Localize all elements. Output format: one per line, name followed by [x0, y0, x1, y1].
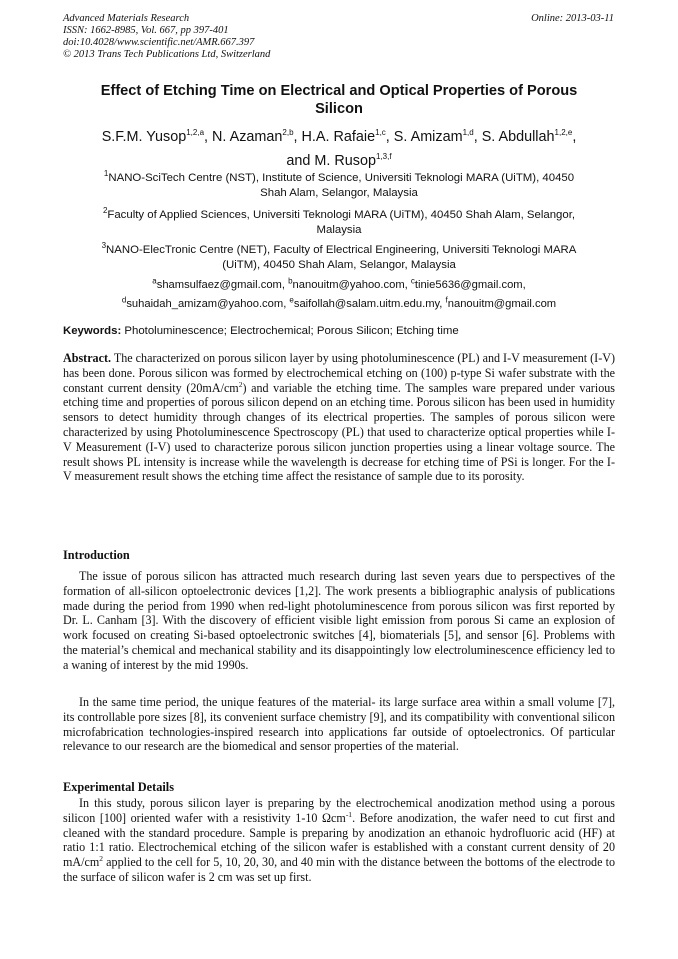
- author: S. Abdullah$^{1,2,e}$,: [481, 128, 577, 145]
- email: $^e$saifollah@salam.uitm.edu.my,: [289, 295, 446, 311]
- author: N. Azaman$^{2,b}$,: [212, 128, 302, 145]
- section-heading-introduction: Introduction: [63, 548, 130, 562]
- email: $^a$shamsulfaez@gmail.com,: [152, 276, 289, 291]
- abstract-label: Abstract.: [63, 351, 112, 365]
- author: S.F.M. Yusop$^{1,2,a}$,: [101, 128, 213, 145]
- abstract: Abstract. The characterized on porous silicon layer by using photoluminescence (PL) and I-V measurement (I-V) has been done. Porous silicon was formed by electrochemical etching on (100) p-type Si wafer substrate with the constant current density $(20mA/cm^2)$ and variable the etching time. The samples ware prepared under various etching time and properties of porous silicon depend on an etching time. Porous silicon has been used in humidity sensors to detect humidity through changes of its electrical properties. The samples of porous silicon were characterized by using Photoluminescence Spectroscopy (PL) that used to characterize optical properties while I-V Measurement (I-V) used to characterize porous silicon junction properties using a linear voltage source. The result shows PL intensity is increase while the wavelength is decrease for etching time of PSi is longer. For the I-V measurement result shows the etching time affect the resistance of sample due to its porosity.: [63, 351, 615, 484]
- author: H.A. Rafaie$^{1,c}$,: [301, 128, 394, 145]
- introduction-paragraph-2: In the same time period, the unique features of the material- its large surface area within a small volume [7], its controllable pore sizes [8], its convenient surface chemistry [9], and its compatibility with conventional silicon microfabrication technologies-inspired research into applications far outside of optoelectronics. Of particular relevance to our research are the biomedical and sensor properties of the material.: [63, 695, 615, 754]
- journal-header: [63, 13, 363, 61]
- email: $^f$nanouitm@gmail.com: [445, 295, 557, 311]
- author: and M. Rusop$^{1,3,f}$: [286, 151, 392, 169]
- section-heading-experimental: Experimental Details: [63, 780, 174, 794]
- journal-doi: doi:10.4028/www.scientific.net/AMR.667.397: [63, 37, 255, 48]
- email: $^b$nanouitm@yahoo.com,: [288, 276, 411, 291]
- affiliation: $^3$NANO-ElecTronic Centre (NET), Faculty of Electrical Engineering, Universiti Teknologi MARA (UiTM), 40450 Shah Alam, Selangor, Malaysia: [101, 241, 577, 271]
- journal-copyright: © 2013 Trans Tech Publications Ltd, Switzerland: [63, 49, 271, 60]
- affiliation: $^2$Faculty of Applied Sciences, Universiti Teknologi MARA (UiTM), 40450 Shah Alam, Selangor, Malaysia: [102, 206, 576, 236]
- paper-title-line-1: Effect of Etching Time on Electrical and Optical Properties of Porous: [100, 83, 578, 99]
- journal-name: Advanced Materials Research: [63, 13, 190, 24]
- author: S. Amizam$^{1,d}$,: [393, 128, 482, 145]
- introduction-paragraph-1: The issue of porous silicon has attracted much research during last seven years due to perspectives of the formation of all-silicon optoelectronic devices [1,2]. The work presents a bibliographic analysis of publications made during the period from 1990 when red-light photoluminescence from porous silicon was first reported by Dr. L. Canham [3]. With the discovery of efficient visible light emission from porous Si came an explosion of work focused on creating Si-based optoelectronic switches [4], biomaterials [5], and sensor [6]. Problems with the material’s chemical and mechanical stability and its disappointingly low electroluminescence efficiency led to a waning of interest by the mid 1990s.: [63, 569, 615, 672]
- journal-issn: ISSN: 1662-8985, Vol. 667, pp 397-401: [63, 25, 229, 36]
- email: $^d$suhaidah_amizam@yahoo.com,: [121, 295, 290, 311]
- email-list: [63, 273, 615, 312]
- author-list: [63, 123, 615, 171]
- email: $^c$tinie5636@gmail.com,: [410, 276, 526, 291]
- paper-title: [63, 82, 615, 118]
- online-date: Online: 2013-03-11: [531, 13, 614, 24]
- keywords: [63, 324, 615, 338]
- keywords-label: Keywords:: [63, 325, 122, 337]
- experimental-paragraph: In this study, porous silicon layer is preparing by the electrochemical anodization method using a porous silicon [100] oriented wafer with a resistivity 1-10 Ωcm$^{-1}$. Before anodization, the wafer need to cut first and cleaned with the standard procedure. Sample is preparing by anodization an ethanoic hydrofluoric acid (HF) at ratio 1:1 ratio. Electrochemical etching of the silicon wafer is established with a constant current density of 20 $mA/cm^2$ applied to the cell for 5, 10, 20, 30, and 40 min with the distance between the bottoms of the electrode to the surface of silicon wafer is 2 cm was set up first.: [63, 796, 615, 884]
- paper-title-line-2: Silicon: [315, 101, 363, 117]
- keywords-text: Photoluminescence; Electrochemical; Porous Silicon; Etching time: [121, 325, 459, 337]
- affiliation: $^1$NANO-SciTech Centre (NST), Institute of Science, Universiti Teknologi MARA (UiTM), 40450 Shah Alam, Selangor, Malaysia: [103, 169, 575, 199]
